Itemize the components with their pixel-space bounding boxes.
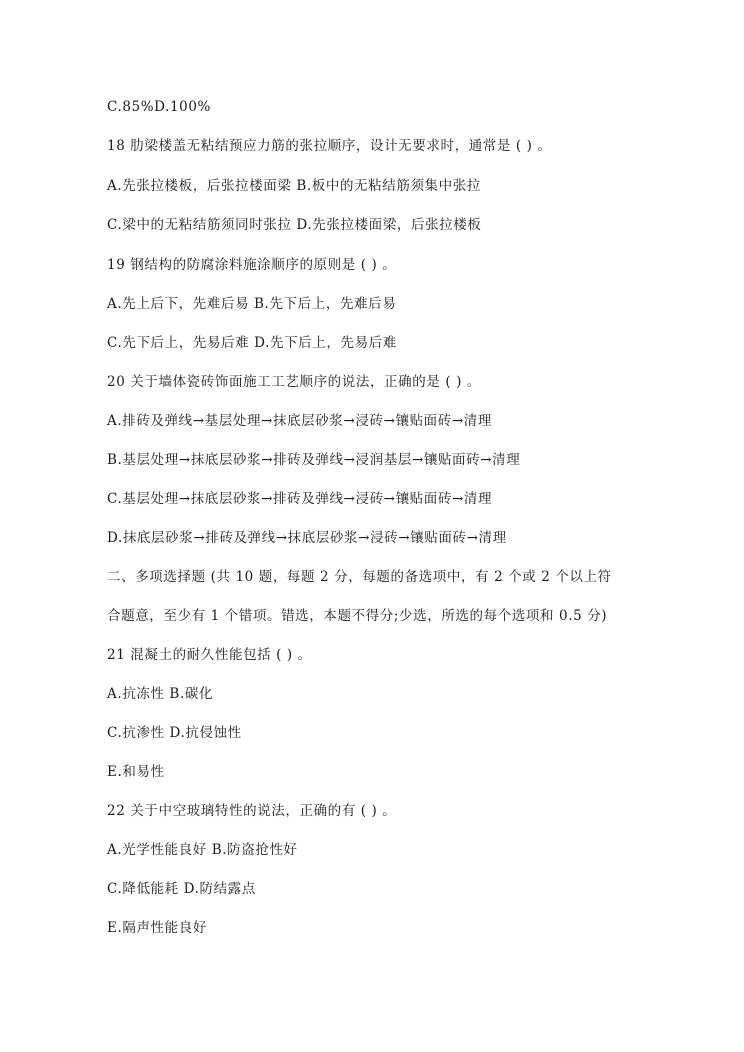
question-18: 18 肋梁楼盖无粘结预应力筋的张拉顺序，设计无要求时，通常是 ( ) 。 [107, 138, 552, 154]
option-line-21-cd: C.抗渗性 D.抗侵蚀性 [107, 725, 242, 741]
section-heading-multiple-choice: 二、多项选择题 (共 10 题，每题 2 分，每题的备选项中，有 2 个或 2 个以上符 [107, 569, 612, 585]
option-line-17-cd: C.85%D.100% [107, 99, 211, 115]
question-19: 19 钢结构的防腐涂料施涂顺序的原则是 ( ) 。 [107, 257, 397, 273]
option-line-22-ab: A.光学性能良好 B.防盗抢性好 [107, 842, 298, 858]
option-line-21-e: E.和易性 [107, 764, 165, 780]
option-line-19-ab: A.先上后下，先难后易 B.先下后上，先难后易 [107, 296, 397, 312]
option-line-19-cd: C.先下后上，先易后难 D.先下后上，先易后难 [107, 335, 397, 351]
option-20-c: C.基层处理→抹底层砂浆→排砖及弹线→浸砖→镶贴面砖→清理 [107, 491, 493, 507]
section-heading-multiple-choice-cont: 合题意，至少有 1 个错项。错选，本题不得分;少选，所选的每个选项和 0.5 分) [107, 608, 608, 624]
question-20: 20 关于墙体瓷砖饰面施工工艺顺序的说法，正确的是 ( ) 。 [107, 374, 481, 390]
option-line-18-ab: A.先张拉楼板，后张拉楼面梁 B.板中的无粘结筋须集中张拉 [107, 178, 481, 194]
option-20-d: D.抹底层砂浆→排砖及弹线→抹底层砂浆→浸砖→镶贴面砖→清理 [107, 530, 507, 546]
option-line-22-cd: C.降低能耗 D.防结露点 [107, 881, 256, 897]
option-20-b: B.基层处理→抹底层砂浆→排砖及弹线→浸润基层→镶贴面砖→清理 [107, 452, 521, 468]
option-line-18-cd: C.梁中的无粘结筋须同时张拉 D.先张拉楼面梁，后张拉楼板 [107, 217, 482, 233]
question-22: 22 关于中空玻璃特性的说法，正确的有 ( ) 。 [107, 803, 397, 819]
question-21: 21 混凝土的耐久性能包括 ( ) 。 [107, 647, 312, 663]
option-line-22-e: E.隔声性能良好 [107, 920, 207, 936]
option-20-a: A.排砖及弹线→基层处理→抹底层砂浆→浸砖→镶贴面砖→清理 [107, 413, 492, 429]
option-line-21-ab: A.抗冻性 B.碳化 [107, 686, 214, 702]
